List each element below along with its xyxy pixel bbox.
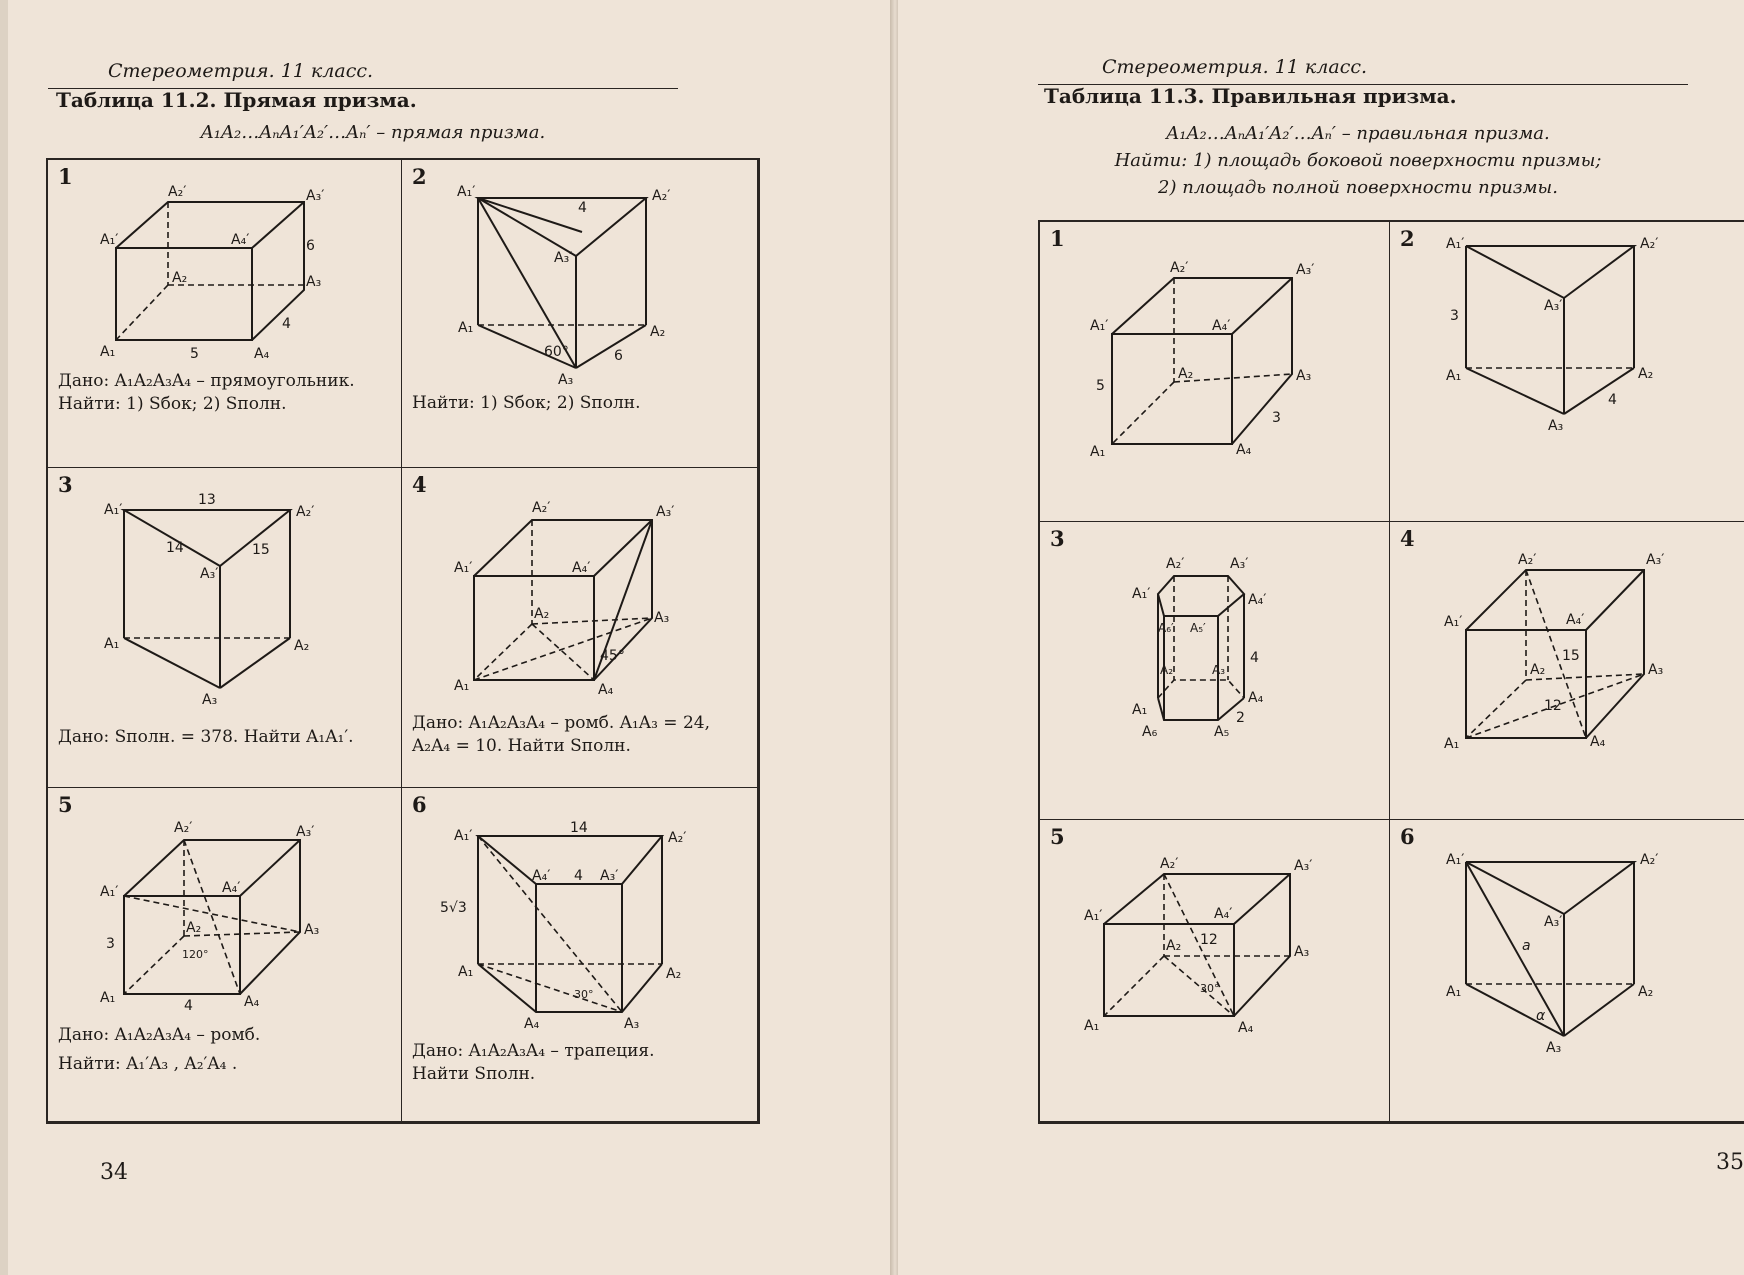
vertex-A4p: A₄′	[1214, 906, 1233, 922]
vertex-A1: A₁	[100, 990, 116, 1006]
edge-height: 3	[106, 936, 115, 952]
vertex-A3: A₃	[1294, 944, 1310, 960]
vertex-A2p: A₂′	[1640, 852, 1659, 868]
vertex-A3p: A₃′	[200, 566, 219, 582]
figure-triangular-prism	[1390, 222, 1744, 522]
problem-caption	[412, 1040, 655, 1086]
edge-width: 4	[282, 316, 291, 332]
vertex-A4p: A₄′	[572, 560, 591, 576]
vertex-A1: A₁	[458, 320, 474, 336]
vertex-A1p: A₁′	[1084, 908, 1103, 924]
page-header: Стереометрия. 11 класс.	[1102, 56, 1368, 78]
table-subtitle: A₁A₂…AₙA₁′A₂′…Aₙ′ – прямая призма.	[200, 122, 546, 143]
left-page	[8, 0, 892, 1275]
caption-line: Дано: A₁A₂A₃A₄ – трапеция.	[412, 1041, 655, 1061]
caption-line: Дано: A₁A₂A₃A₄ – ромб.	[58, 1025, 261, 1045]
problem-grid	[1038, 220, 1744, 1124]
vertex-A3: A₃	[624, 1016, 640, 1032]
vertex-A3p: A₃′	[1646, 552, 1665, 568]
vertex-A2p: A₂′	[1518, 552, 1537, 568]
figure-triangular-prism	[402, 160, 758, 468]
subtitle-line: A₁A₂…AₙA₁′A₂′…Aₙ′ – правильная призма.	[1166, 123, 1550, 144]
vertex-A3p: A₃′	[306, 188, 325, 204]
vertex-A1p: A₁′	[454, 560, 473, 576]
vertex-A1: A₁	[1446, 984, 1462, 1000]
vertex-A2: A₂	[1530, 662, 1546, 678]
vertex-A1: A₁	[458, 964, 474, 980]
edge-length: 5	[190, 346, 199, 362]
vertex-A3: A₃	[654, 610, 670, 626]
problem-number: 4	[1400, 526, 1415, 551]
vertex-A2p: A₂′	[1170, 260, 1189, 276]
vertex-A2p: A₂′	[1166, 556, 1185, 572]
vertex-A4: A₄	[244, 994, 260, 1010]
vertex-A4p: A₄′	[1212, 318, 1231, 334]
page-number: 34	[100, 1160, 128, 1185]
vertex-A4: A₄	[254, 346, 270, 362]
subtitle-line: 2) площадь полной поверхности призмы.	[1158, 177, 1558, 198]
vertex-A1p: A₁′	[454, 828, 473, 844]
problem-grid	[46, 158, 760, 1124]
figure-triangular-prism	[1390, 820, 1744, 1122]
vertex-A1p: A₁′	[1132, 586, 1151, 602]
vertex-A2p: A₂′	[652, 188, 671, 204]
problem-number: 4	[412, 472, 427, 497]
vertex-A4p: A₄′	[1566, 612, 1585, 628]
vertex-A4: A₄	[1236, 442, 1252, 458]
vertex-A4: A₄	[598, 682, 614, 698]
vertex-A1: A₁	[1090, 444, 1106, 460]
problem-cell-1	[1040, 222, 1390, 522]
vertex-A3p: A₃′	[1544, 298, 1563, 314]
edge-top: 13	[198, 492, 216, 508]
problem-number: 3	[58, 472, 73, 497]
problem-number: 2	[412, 164, 427, 189]
vertex-A1p: A₁′	[100, 884, 119, 900]
problem-cell-5	[1040, 820, 1390, 1122]
vertex-A6p: A₆′	[1158, 621, 1174, 635]
angle-label: 120°	[182, 948, 209, 961]
vertex-A3: A₃	[1212, 663, 1226, 677]
figure-square-prism	[1040, 820, 1390, 1122]
problem-cell-4	[1390, 522, 1744, 820]
problem-number: 5	[58, 792, 73, 817]
vertex-A3: A₃	[1296, 368, 1312, 384]
vertex-A2p: A₂′	[296, 504, 315, 520]
edge-base: 2	[1236, 710, 1245, 726]
vertex-A4: A₄	[1238, 1020, 1254, 1036]
vertex-A2: A₂	[1638, 984, 1654, 1000]
vertex-A1p: A₁′	[457, 184, 476, 200]
vertex-A6: A₆	[1142, 724, 1158, 740]
vertex-A2: A₂	[1178, 366, 1194, 382]
edge-base: 3	[1272, 410, 1281, 426]
vertex-A1p: A₁′	[1446, 852, 1465, 868]
vertex-A4p: A₄′	[231, 232, 250, 248]
edge-height: 4	[1250, 650, 1259, 666]
vertex-A1p: A₁′	[1446, 236, 1465, 252]
vertex-A1: A₁	[1132, 702, 1148, 718]
vertex-A2: A₂	[172, 270, 188, 286]
problem-caption	[58, 370, 355, 416]
edge-base: 6	[614, 348, 623, 364]
edge-height: 5√3	[440, 900, 467, 916]
problem-number: 6	[1400, 824, 1415, 849]
problem-cell-6	[1390, 820, 1744, 1122]
vertex-A1p: A₁′	[104, 502, 123, 518]
vertex-A2: A₂	[666, 966, 682, 982]
table-title: Таблица 11.2. Прямая призма.	[56, 88, 417, 112]
figure-box-prism	[48, 160, 402, 468]
problem-number: 6	[412, 792, 427, 817]
vertex-A4p: A₄′	[532, 868, 551, 884]
figure-square-prism	[1040, 222, 1390, 522]
vertex-A1p: A₁′	[100, 232, 119, 248]
angle-label: 30°	[1200, 982, 1220, 995]
edge-top: 14	[570, 820, 588, 836]
vertex-A3p: A₃′	[656, 504, 675, 520]
problem-cell-1	[48, 160, 402, 468]
vertex-A3p: A₃′	[554, 250, 573, 266]
vertex-A1: A₁	[1084, 1018, 1100, 1034]
subtitle-line: Найти: 1) площадь боковой поверхности призмы;	[1114, 150, 1602, 171]
vertex-A3: A₃	[1546, 1040, 1562, 1056]
problem-cell-2	[402, 160, 758, 468]
angle-label: 30°	[574, 988, 594, 1001]
vertex-A4: A₄	[524, 1016, 540, 1032]
caption-line: Найти: A₁′A₃ , A₂′A₄ .	[58, 1054, 238, 1074]
caption-line: Дано: A₁A₂A₃A₄ – ромб. A₁A₃ = 24,	[412, 713, 710, 733]
problem-cell-3	[1040, 522, 1390, 820]
vertex-A3p: A₃′	[600, 868, 619, 884]
vertex-A3: A₃	[1648, 662, 1664, 678]
problem-cell-5	[48, 788, 402, 1122]
vertex-A4: A₄	[1248, 690, 1264, 706]
diag-label: 15	[1562, 648, 1580, 664]
right-page	[898, 0, 1744, 1275]
edge-height: 3	[1450, 308, 1459, 324]
diag-label: 12	[1200, 932, 1218, 948]
caption-line: A₂A₄ = 10. Найти Sполн.	[412, 736, 631, 756]
vertex-A2: A₂	[186, 920, 202, 936]
angle-label: α	[1536, 1008, 1546, 1024]
table-title: Таблица 11.3. Правильная призма.	[1044, 84, 1457, 108]
vertex-A3: A₃	[202, 692, 218, 708]
vertex-A2: A₂	[1160, 663, 1174, 677]
problem-cell-4	[402, 468, 758, 788]
vertex-A3p: A₃′	[1294, 858, 1313, 874]
vertex-A2p: A₂′	[532, 500, 551, 516]
vertex-A5p: A₅′	[1190, 621, 1206, 635]
edge-right: 15	[252, 542, 270, 558]
vertex-A2: A₂	[1638, 366, 1654, 382]
problem-caption	[412, 712, 710, 758]
vertex-A3: A₃	[306, 274, 322, 290]
vertex-A5: A₅	[1214, 724, 1230, 740]
edge-base: 4	[184, 998, 193, 1014]
base-diag-label: 12	[1544, 698, 1562, 714]
problem-caption	[58, 726, 354, 749]
vertex-A1: A₁	[100, 344, 116, 360]
vertex-A2p: A₂′	[668, 830, 687, 846]
vertex-A4p: A₄′	[222, 880, 241, 896]
problem-cell-3	[48, 468, 402, 788]
vertex-A2: A₂	[294, 638, 310, 654]
page-number: 35	[1716, 1150, 1744, 1175]
problem-cell-2	[1390, 222, 1744, 522]
page-header: Стереометрия. 11 класс.	[108, 60, 374, 82]
caption-line: Дано: Sполн. = 378. Найти A₁A₁′.	[58, 727, 354, 747]
vertex-A1: A₁	[1444, 736, 1460, 752]
problem-caption	[412, 392, 640, 415]
edge-top: 4	[578, 200, 587, 216]
edge-height: 5	[1096, 378, 1105, 394]
vertex-A3p: A₃′	[1296, 262, 1315, 278]
vertex-A3: A₃	[304, 922, 320, 938]
vertex-A1p: A₁′	[1444, 614, 1463, 630]
problem-number: 1	[1050, 226, 1065, 251]
problem-number: 3	[1050, 526, 1065, 551]
caption-line: Найти: 1) Sбок; 2) Sполн.	[412, 393, 641, 413]
problem-cell-6	[402, 788, 758, 1122]
angle-label: 60°	[544, 344, 569, 360]
figure-square-prism	[1390, 522, 1744, 820]
angle-label: 45°	[600, 648, 625, 664]
edge-base: 4	[1608, 392, 1617, 408]
caption-line: Дано: A₁A₂A₃A₄ – прямоугольник.	[58, 371, 355, 391]
vertex-A2: A₂	[1166, 938, 1182, 954]
figure-hexagonal-prism	[1040, 522, 1390, 820]
vertex-A3: A₃	[1548, 418, 1564, 434]
edge-height: 6	[306, 238, 315, 254]
vertex-A2p: A₂′	[1160, 856, 1179, 872]
vertex-A3: A₃	[558, 372, 574, 388]
caption-line: Найти: 1) Sбок; 2) Sполн.	[58, 394, 287, 414]
vertex-A2: A₂	[534, 606, 550, 622]
vertex-A2p: A₂′	[168, 184, 187, 200]
vertex-A3p: A₃′	[1544, 914, 1563, 930]
caption-line: Найти Sполн.	[412, 1064, 536, 1084]
vertex-A1: A₁	[454, 678, 470, 694]
problem-number: 2	[1400, 226, 1415, 251]
vertex-A3p: A₃′	[296, 824, 315, 840]
table-subtitle	[1098, 120, 1618, 201]
vertex-A2p: A₂′	[1640, 236, 1659, 252]
vertex-A4: A₄	[1590, 734, 1606, 750]
vertex-A3p: A₃′	[1230, 556, 1249, 572]
vertex-A2: A₂	[650, 324, 666, 340]
diag-label: a	[1522, 938, 1531, 954]
problem-number: 1	[58, 164, 73, 189]
problem-caption	[58, 1024, 260, 1076]
edge-mid: 4	[574, 868, 583, 884]
vertex-A1: A₁	[1446, 368, 1462, 384]
vertex-A2p: A₂′	[174, 820, 193, 836]
problem-number: 5	[1050, 824, 1065, 849]
edge-left: 14	[166, 540, 184, 556]
vertex-A4p: A₄′	[1248, 592, 1267, 608]
vertex-A1p: A₁′	[1090, 318, 1109, 334]
vertex-A1: A₁	[104, 636, 120, 652]
